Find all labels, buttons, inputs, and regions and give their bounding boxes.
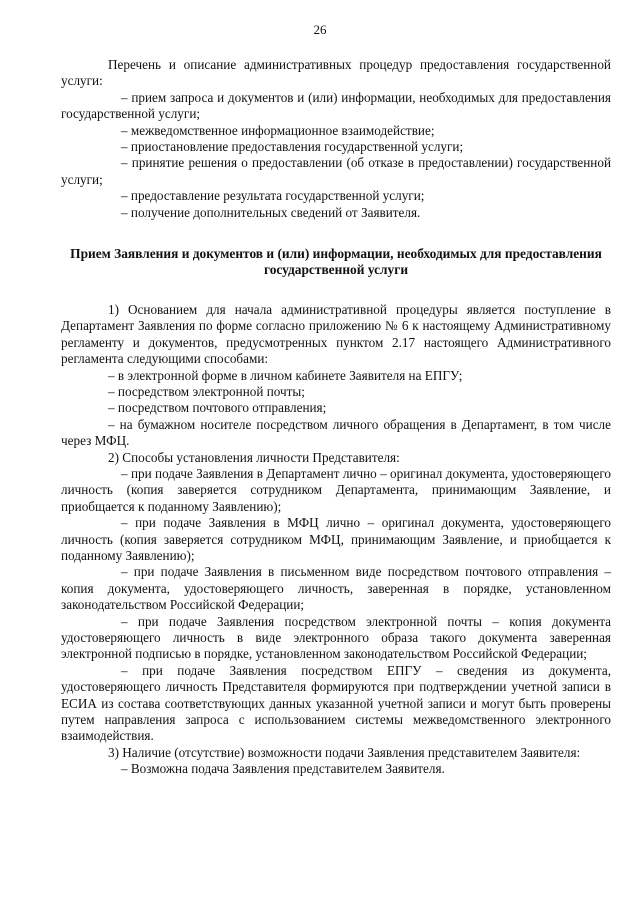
identity-item: – при подаче Заявления посредством ЕПГУ – сведения из документа, удостоверяющего личность Представителя формируются при подтверждении учетной записи в ЕСИА из состава соответствующих данных указанной учетной записи и могут быть проверены путем направления запроса с использованием системы межведомственного электронного взаимодействия. bbox=[61, 662, 611, 744]
procedure-item: – получение дополнительных сведений от Заявителя. bbox=[121, 204, 421, 220]
representative-item: – Возможна подача Заявления представителем Заявителя. bbox=[121, 761, 445, 777]
procedures-list bbox=[61, 57, 611, 221]
identity-item: – при подаче Заявления в Департамент лично – оригинал документа, удостоверяющего личность (копия заверяется сотрудником Департамента, принимающим Заявление, и приобщается к поданному Заявлению); bbox=[61, 465, 611, 514]
procedure-item: – предоставление результата государственной услуги; bbox=[121, 188, 425, 204]
paragraph-basis: 1) Основанием для начала административной процедуры является поступление в Департамент Заявления по форме согласно приложению № 6 к настоящему Административному регламенту и документов, предусмотренных пунктом 2.17 настоящего Административного регламента следующими способами: bbox=[61, 301, 611, 367]
paragraph-identity-methods: 2) Способы установления личности Представителя: bbox=[108, 449, 400, 465]
method-item: – на бумажном носителе посредством личного обращения в Департамент, в том числе через МФЦ. bbox=[61, 416, 611, 449]
method-item: – посредством электронной почты; bbox=[108, 383, 305, 399]
paragraph-representative: 3) Наличие (отсутствие) возможности подачи Заявления представителем Заявителя: bbox=[108, 744, 581, 760]
procedure-item: – принятие решения о предоставлении (об отказе в предоставлении) государственной услуги; bbox=[61, 155, 611, 187]
page-number: 26 bbox=[313, 22, 327, 37]
section-text bbox=[61, 302, 611, 778]
section-heading: Прием Заявления и документов и (или) информации, необходимых для предоставления государственной услуги bbox=[70, 246, 602, 278]
method-item: – в электронной форме в личном кабинете Заявителя на ЕПГУ; bbox=[108, 367, 463, 383]
procedure-item: – межведомственное информационное взаимодействие; bbox=[121, 122, 435, 138]
procedures-intro: Перечень и описание административных процедур предоставления государственной услуги: bbox=[61, 57, 611, 89]
procedure-item: – прием запроса и документов и (или) информации, необходимых для предоставления государственной услуги; bbox=[61, 89, 611, 122]
procedure-item: – приостановление предоставления государственной услуги; bbox=[121, 139, 464, 155]
identity-item: – при подаче Заявления в МФЦ лично – оригинал документа, удостоверяющего личность (копия заверяется сотрудником МФЦ, принимающим Заявление, и приобщается к поданному Заявлению); bbox=[61, 515, 611, 563]
identity-item: – при подаче Заявления в письменном виде посредством почтового отправления – копия документа, удостоверяющего личность, заверенная в порядке, установленном законодательством Российской Федерации; bbox=[61, 564, 611, 613]
method-item: – посредством почтового отправления; bbox=[108, 400, 327, 416]
identity-item: – при подаче Заявления посредством электронной почты – копия документа удостоверяющего личность в виде электронного образа такого документа заверенная электронной подписью в порядке, установленном законодательством Российской Федерации; bbox=[61, 613, 611, 662]
document-body bbox=[61, 57, 611, 778]
